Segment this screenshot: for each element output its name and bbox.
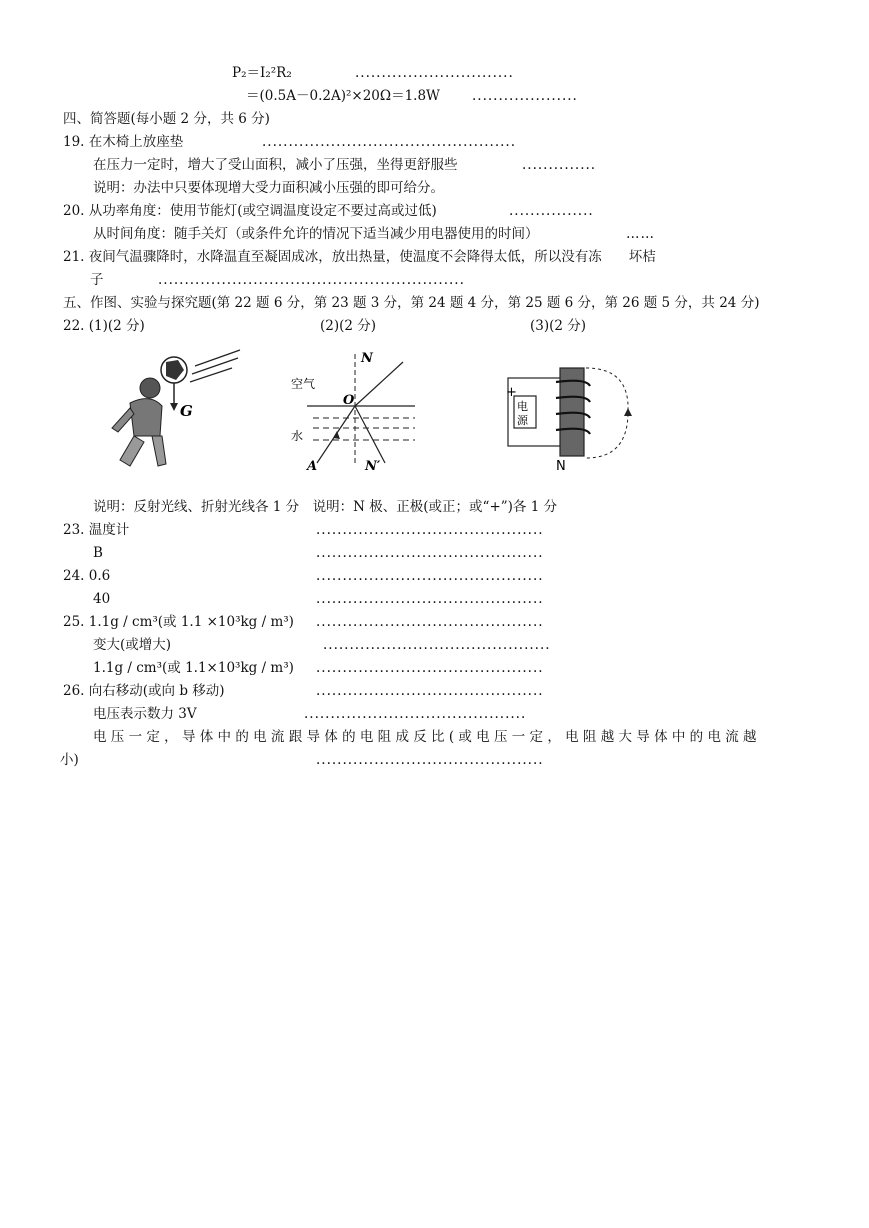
answer-line <box>246 87 440 105</box>
figure-light-refraction <box>285 348 425 473</box>
leader-dots: ........................................... <box>316 683 544 699</box>
label-air: 空气 <box>291 377 316 391</box>
answer-line <box>63 110 270 128</box>
answer-line <box>93 544 103 562</box>
label-o: O <box>343 393 355 408</box>
answer-line <box>63 202 437 220</box>
answer-text: 四、简答题(每小题 2 分，共 6 分) <box>63 111 270 127</box>
answer-line <box>530 317 586 335</box>
answer-line <box>63 248 656 266</box>
answer-text: 20. 从功率角度：使用节能灯(或空调温度设定不要过高或过低) <box>63 203 437 219</box>
answer-line <box>93 728 757 746</box>
leader-dots: ........................................... <box>316 660 544 676</box>
label-plus: + <box>506 385 517 400</box>
figure-football-gravity <box>100 348 250 473</box>
answer-line <box>90 271 104 289</box>
answer-line <box>63 567 110 585</box>
answer-line <box>63 521 129 539</box>
answer-line <box>63 682 225 700</box>
answer-line <box>320 317 376 335</box>
answer-text: P₂＝I₂²R₂ <box>232 65 292 81</box>
answer-line <box>63 317 145 335</box>
label-g: G <box>180 402 193 420</box>
leader-dots: .......................................... <box>304 706 527 722</box>
leader-dots: ........................................... <box>316 522 544 538</box>
answer-line <box>93 225 539 243</box>
answer-text: 21. 夜间气温骤降时，水降温直至凝固成冰，放出热量，使温度不会降得太低，所以没有冻 坏桔 <box>63 249 656 265</box>
leader-dots: ........................................... <box>316 614 544 630</box>
answer-line <box>232 64 292 82</box>
leader-dots: .......................................................... <box>158 272 465 288</box>
answer-text: 说明：反射光线、折射光线各 1 分 说明：N 极、正极(或正；或“+”)各 1 分 <box>93 499 558 515</box>
leader-dots: ........................................... <box>316 591 544 607</box>
label-n-pole: N <box>556 459 566 473</box>
label-water: 水 <box>291 429 304 443</box>
leader-dots: .............................. <box>355 65 514 81</box>
answer-text: 五、作图、实验与探究题(第 22 题 6 分，第 23 题 3 分，第 24 题 4 分，第 25 题 6 分，第 26 题 5 分，共 24 分) <box>63 295 760 311</box>
label-source-1: 电 <box>517 400 528 413</box>
answer-line <box>63 294 759 312</box>
answer-text: 变大(或增大) <box>93 637 172 653</box>
answer-line <box>93 636 171 654</box>
answer-line <box>60 751 79 769</box>
answer-text: 子 <box>90 272 104 288</box>
answer-line <box>93 179 444 197</box>
answer-text: 在压力一定时，增大了受山面积，减小了压强，坐得更舒服些 <box>93 157 458 173</box>
answer-text: 小) <box>60 752 79 768</box>
leader-dots: ........................................... <box>316 752 544 768</box>
leader-dots: .................... <box>472 88 578 104</box>
figure-electromagnet <box>500 348 635 473</box>
answer-text: 26. 向右移动(或向 b 移动) <box>63 683 225 699</box>
answer-text: ＝(0.5A－0.2A)²×20Ω＝1.8W <box>246 88 440 104</box>
leader-dots: ........................................... <box>316 545 544 561</box>
answer-line <box>63 613 294 631</box>
answer-text: 说明：办法中只要体现增大受力面积减小压强的即可给分。 <box>93 180 444 196</box>
answer-text: 电压表示数力 3V <box>93 706 197 722</box>
leader-dots: ........................................... <box>323 637 551 653</box>
answer-text: 电 压 一 定 ， 导 体 中 的 电 流 跟 导 体 的 电 阻 成 反 比 ( 或 电 压 一 定 ， 电 阻 越 大 导 体 中 的 电 流 越 <box>93 729 757 745</box>
answer-text: 23. 温度计 <box>63 522 130 538</box>
answer-line <box>63 133 183 151</box>
answer-line <box>93 498 557 516</box>
answer-text: 19. 在木椅上放座垫 <box>63 134 184 150</box>
answer-text: B <box>93 545 103 561</box>
leader-dots: …… <box>626 226 655 242</box>
answer-line <box>93 156 458 174</box>
leader-dots: ................ <box>509 203 594 219</box>
label-n-prime: N′ <box>365 459 381 473</box>
answer-text: 1.1g / cm³(或 1.1×10³kg / m³) <box>93 660 294 676</box>
answer-text: (3)(2 分) <box>530 318 587 334</box>
leader-dots: .............. <box>522 157 597 173</box>
answer-text: 25. 1.1g / cm³(或 1.1 ×10³kg / m³) <box>63 614 294 630</box>
label-source-2: 源 <box>517 414 528 427</box>
label-a: A <box>307 459 318 473</box>
answer-text: 从时间角度：随手关灯（或条件允许的情况下适当减少用电器使用的时间） <box>93 226 539 242</box>
answer-line <box>93 659 294 677</box>
answer-text: (2)(2 分) <box>320 318 377 334</box>
answer-text: 22. (1)(2 分) <box>63 318 145 334</box>
answer-line <box>93 705 197 723</box>
leader-dots: ........................................... <box>316 568 544 584</box>
answer-line <box>93 590 110 608</box>
leader-dots: ................................................ <box>262 134 516 150</box>
answer-text: 40 <box>93 591 111 607</box>
answer-text: 24. 0.6 <box>63 568 111 584</box>
label-n: N <box>361 351 373 366</box>
